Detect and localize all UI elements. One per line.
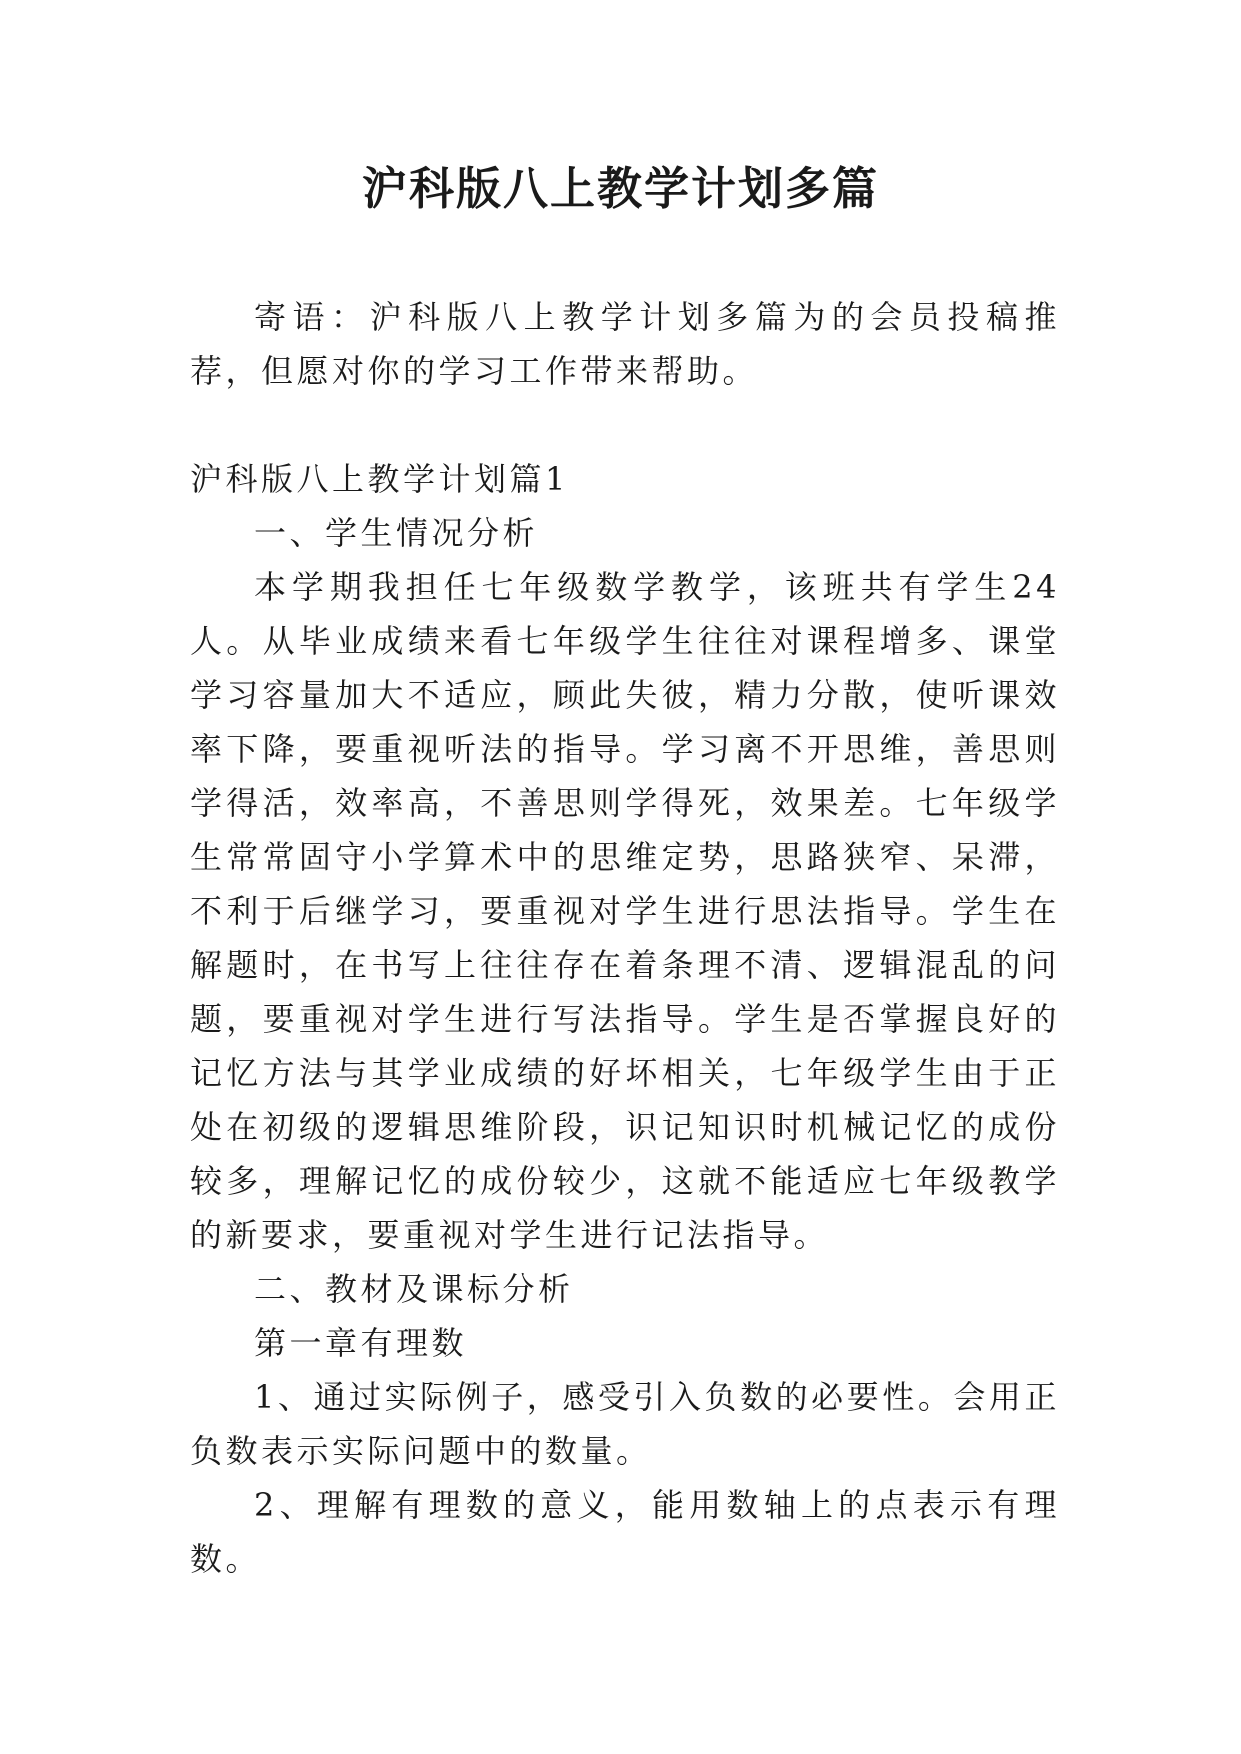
intro-paragraph: 寄语：沪科版八上教学计划多篇为的会员投稿推荐，但愿对你的学习工作带来帮助。 [190, 298, 1060, 390]
list-item: 1、通过实际例子，感受引入负数的必要性。会用正负数表示实际问题中的数量。 [190, 1378, 1060, 1470]
heading-student-analysis: 一、学生情况分析 [254, 514, 539, 552]
heading-textbook-analysis: 二、教材及课标分析 [254, 1270, 574, 1308]
list-item: 2、理解有理数的意义，能用数轴上的点表示有理数。 [190, 1486, 1060, 1578]
paragraph-student-analysis: 本学期我担任七年级数学教学，该班共有学生24人。从毕业成绩来看七年级学生往往对课程增多、课堂学习容量加大不适应，顾此失彼，精力分散，使听课效率下降，要重视听法的指导。学习离不开思维，善思则学得活，效率高，不善思则学得死，效果差。七年级学生常常固守小学算术中的思维定势，思路狭窄、呆滞，不利于后继学习，要重视对学生进行思法指导。学生在解题时，在书写上往往存在着条理不清、逻辑混乱的问题，要重视对学生进行写法指导。学生是否掌握良好的记忆方法与其学业成绩的好坏相关，七年级学生由于正处在初级的逻辑思维阶段，识记知识时机械记忆的成份较多，理解记忆的成份较少，这就不能适应七年级教学的新要求，要重视对学生进行记法指导。 [190, 568, 1060, 1254]
document-title: 沪科版八上教学计划多篇 [361, 162, 879, 215]
section-title: 沪科版八上教学计划篇1 [190, 460, 569, 498]
document-body [190, 290, 1060, 1586]
chapter-heading: 第一章有理数 [254, 1324, 468, 1362]
